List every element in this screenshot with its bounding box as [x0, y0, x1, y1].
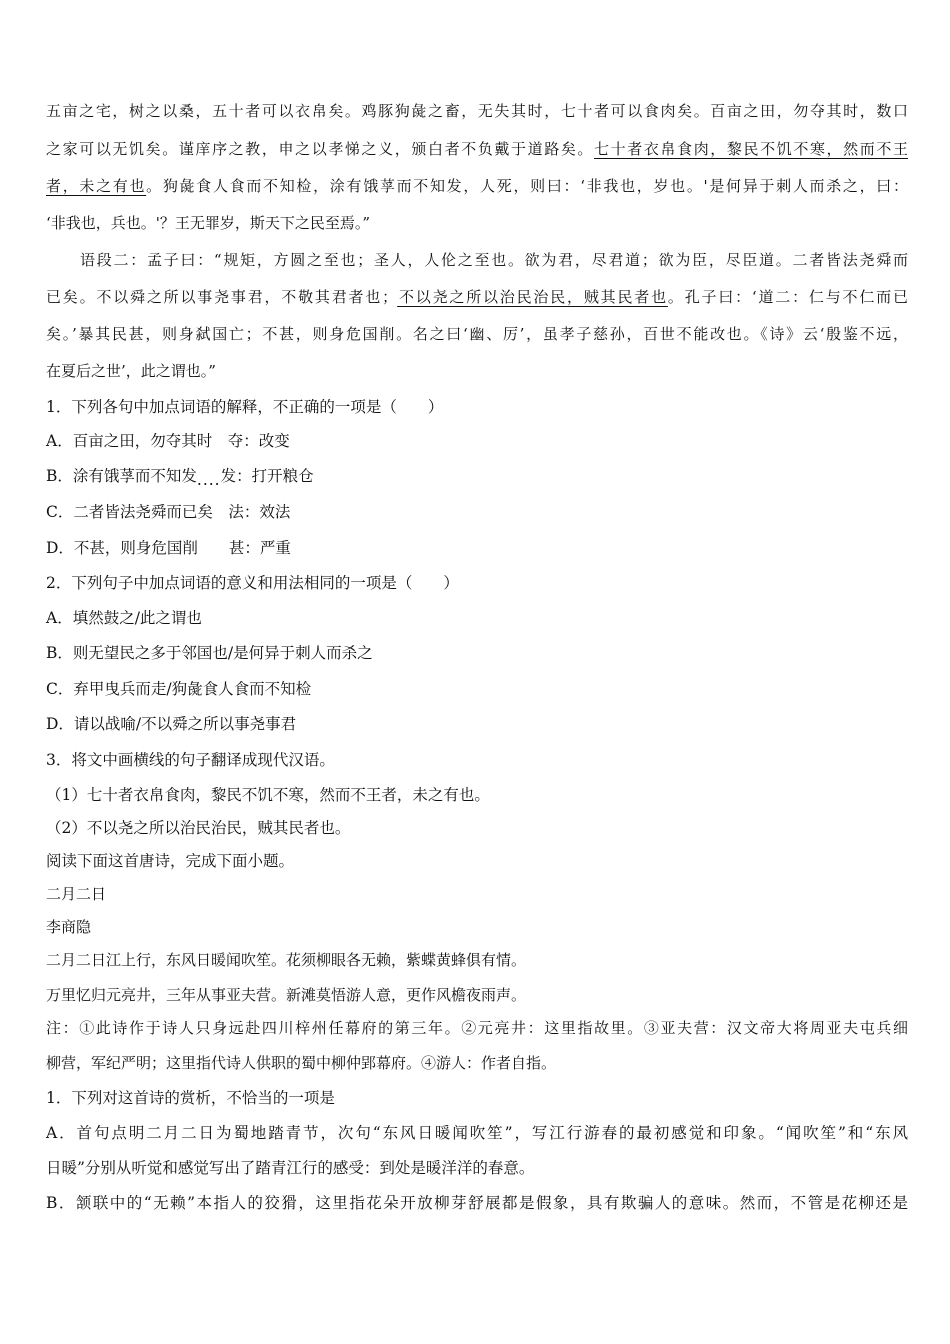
question-1: 1．下列各句中加点词语的解释，不正确的一项是（ ） — [46, 398, 444, 416]
question-1-option-d: D．不甚，则身危国削 甚：严重 — [46, 539, 291, 557]
question-2: 2．下列句子中加点词语的意义和用法相同的一项是（ ） — [46, 574, 459, 592]
poem-question-1-option-b: B．颔联中的“无赖”本指人的狡猾，这里指花朵开放柳芽舒展都是假象，具有欺骗人的意味。然而，不管是花柳还是 — [46, 1194, 908, 1212]
poem-author: 李商隐 — [46, 918, 92, 936]
option-text: B．涂有饿莩而不知发 — [46, 467, 197, 485]
poem-question-1: 1．下列对这首诗的赏析，不恰当的一项是 — [46, 1089, 335, 1107]
poem-note: 柳营，军纪严明；这里指代诗人供职的蜀中柳仲郢幕府。④游人：作者自指。 — [46, 1054, 557, 1072]
poem-intro: 阅读下面这首唐诗，完成下面小题。 — [46, 852, 295, 870]
passage-line: 矣。’暴其民甚，则身弑国亡；不甚，则身危国削。名之曰‘幽、厉’，虽孝子慈孙，百世不能改也。《诗》云‘殷鉴不远， — [46, 325, 908, 343]
passage-text: 。孔子曰：‘道二：仁与不仁而已 — [667, 288, 908, 306]
underlined-sentence: 不以尧之所以治民治民，贼其民者也 — [397, 288, 668, 306]
question-1-option-a: A．百亩之田，勿夺其时 夺：改变 — [46, 432, 290, 450]
passage-line: ‘非我也，兵也。'？王无罪岁，斯天下之民至焉。” — [46, 214, 371, 232]
poem-question-1-option-a: A．首句点明二月二日为蜀地踏青节，次句“东风日暖闻吹笙”，写江行游春的最初感觉和印象。“闻吹笙”和“东风 — [46, 1124, 908, 1142]
question-3-item-2: （2）不以尧之所以治民治民，贼其民者也。 — [46, 819, 351, 837]
poem-line: 二月二日江上行，东风日暖闻吹笙。花须柳眼各无赖，紫蝶黄蜂俱有情。 — [46, 951, 527, 969]
question-1-option-b — [46, 466, 908, 489]
passage-text: 之家可以无饥矣。谨庠序之教，申之以孝悌之义，颁白者不负戴于道路矣。 — [46, 140, 595, 158]
passage-line — [46, 176, 908, 196]
question-2-option-c: C．弃甲曳兵而走/狗彘食人食而不知检 — [46, 680, 312, 698]
poem-title: 二月二日 — [46, 885, 107, 903]
passage-line: 语段二：孟子曰：“规矩，方圆之至也；圣人，人伦之至也。欲为君，尽君道；欲为臣，尽臣道。二者皆法尧舜而 — [80, 251, 908, 269]
option-text: 发：打开粮仓 — [220, 467, 314, 485]
poem-line: 万里忆归元亮井，三年从事亚夫营。新滩莫悟游人意，更作风檐夜雨声。 — [46, 986, 527, 1004]
question-3-item-1: （1）七十者衣帛食肉，黎民不饥不寒，然而不王者，未之有也。 — [46, 786, 490, 804]
emphasis-dots: .... — [196, 471, 221, 489]
question-3: 3．将文中画横线的句子翻译成现代汉语。 — [46, 751, 335, 769]
question-2-option-b: B．则无望民之多于邻国也/是何异于刺人而杀之 — [46, 644, 373, 662]
question-2-option-a: A．填然鼓之/此之谓也 — [46, 609, 202, 627]
passage-line: 五亩之宅，树之以桑，五十者可以衣帛矣。鸡豚狗彘之畜，无失其时，七十者可以食肉矣。百亩之田，勿夺其时，数口 — [46, 102, 908, 120]
passage-line — [46, 287, 908, 307]
passage-text: 已矣。不以舜之所以事尧事君，不敬其君者也； — [46, 288, 398, 306]
poem-note: 注：①此诗作于诗人只身远赴四川梓州任幕府的第三年。②元亮井：这里指故里。③亚夫营：汉文帝大将周亚夫屯兵细 — [46, 1019, 908, 1037]
question-1-option-c: C．二者皆法尧舜而已矣 法：效法 — [46, 503, 291, 521]
passage-line — [46, 139, 908, 159]
underlined-sentence: 七十者衣帛食肉，黎民不饥不寒，然而不王 — [594, 140, 908, 158]
poem-question-1-option-a-cont: 日暖”分别从听觉和感觉写出了踏青江行的感受：到处是暖洋洋的春意。 — [46, 1159, 535, 1177]
underlined-sentence: 者，未之有也 — [46, 177, 147, 195]
passage-text: 。狗彘食人食而不知检，涂有饿莩而不知发，人死，则曰：‘非我也，岁也。'是何异于刺人而杀之，曰： — [146, 177, 908, 195]
passage-line: 在夏后之世’，此之谓也。” — [46, 362, 216, 380]
question-2-option-d: D．请以战喻/不以舜之所以事尧事君 — [46, 715, 297, 733]
